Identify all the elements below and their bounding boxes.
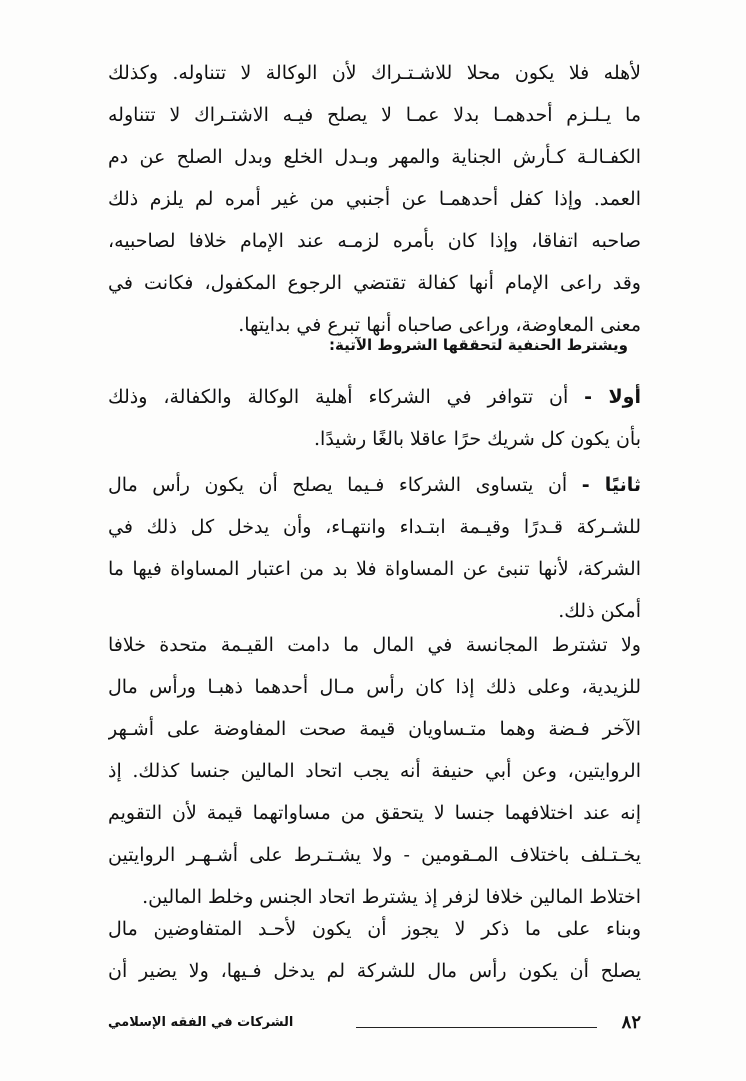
text-line: وقد راعى الإمام أنها كفالة تقتضي الرجوع المكفول، فكانت في (108, 272, 641, 294)
text-line: ولا تشترط المجانسة في المال ما دامت القيـمة متحدة خلافا (108, 634, 641, 656)
conditions-heading: ويشترط الحنفية لتحققها الشروط الآتية: (329, 336, 628, 354)
first-condition (108, 376, 641, 460)
footer-divider (356, 1027, 597, 1028)
second-condition-text: أن يتساوى الشركاء فـيما يصلح أن يكون رأس مال (108, 474, 568, 496)
page-footer (108, 1008, 641, 1038)
text-line: العمد. وإذا كفل أحدهمـا عن أجنبي من غير أمره لم يلزم ذلك (108, 188, 641, 210)
second-label: ثانيًا - (581, 474, 641, 496)
text-line: الكفـالـة كـأرش الجناية والمهر وبـدل الخلع وبدل الصلح عن دم (108, 146, 641, 168)
paragraph-guarantee (108, 52, 641, 346)
text-line: وبناء على ما ذكر لا يجوز أن يكون لأحـد المتفاوضين مال (108, 918, 641, 940)
first-label: أولا - (584, 386, 641, 408)
second-condition (108, 464, 641, 632)
paragraph-consequence (108, 908, 641, 992)
text-line: لأهله فلا يكون محلا للاشـتـراك لأن الوكالة لا تتناوله. وكذلك (108, 62, 641, 84)
text-line: الروايتين، وعن أبي حنيفة أنه يجب اتحاد المالين جنسا كذلك. إذ (108, 760, 641, 782)
text-line: يخـتـلف باختلاف المـقومين - ولا يشـتـرط على أشـهـر الروايتين (108, 844, 641, 866)
paragraph-homogeneity (108, 624, 641, 918)
text-line: صاحبه اتفاقا، وإذا كان بأمره لزمـه عند الإمام خلافا لصاحبيه، (108, 230, 641, 252)
text-line (108, 464, 641, 506)
text-line: يصلح أن يكون رأس مال للشركة لم يدخل فـيها، ولا يضير أن (108, 960, 641, 982)
first-condition-text: أن تتوافر في الشركاء أهلية الوكالة والكفالة، وذلك (108, 386, 569, 408)
text-line: للشـركة قـدرًا وقيـمة ابتـداء وانتهـاء، وأن يدخل كل ذلك في (108, 516, 641, 538)
text-line: للزيدية، وعلى ذلك إذا كان رأس مـال أحدهما ذهبـا ورأس مال (108, 676, 641, 698)
text-line: بأن يكون كل شريك حرًا عاقلا بالغًا رشيدًا. (314, 428, 641, 450)
text-line: الشركة، لأنها تنبئ عن المساواة فلا بد من اعتبار المساواة فيها ما (108, 558, 641, 580)
text-line: إنه عند اختلافهما جنسا لا يتحقق من مساواتهما قيمة لأن التقويم (108, 802, 641, 824)
text-line: أمكن ذلك. (558, 600, 641, 622)
page-number: ٨٢ (621, 1012, 641, 1033)
text-line: الآخر فـضة وهما متـساويان قيمة صحت المفاوضة على أشـهر (108, 718, 641, 740)
text-line: ما يـلـزم أحدهمـا بدلا عمـا لا يصلح فيـه الاشتـراك لا تتناوله (108, 104, 641, 126)
text-line: اختلاط المالين خلافا لزفر إذ يشترط اتحاد الجنس وخلط المالين. (142, 886, 641, 908)
text-line (108, 376, 641, 418)
running-title: الشركات في الفقه الإسلامي (108, 1015, 294, 1030)
text-line: معنى المعاوضة، وراعى صاحباه أنها تبرع في بدايتها. (238, 314, 641, 336)
